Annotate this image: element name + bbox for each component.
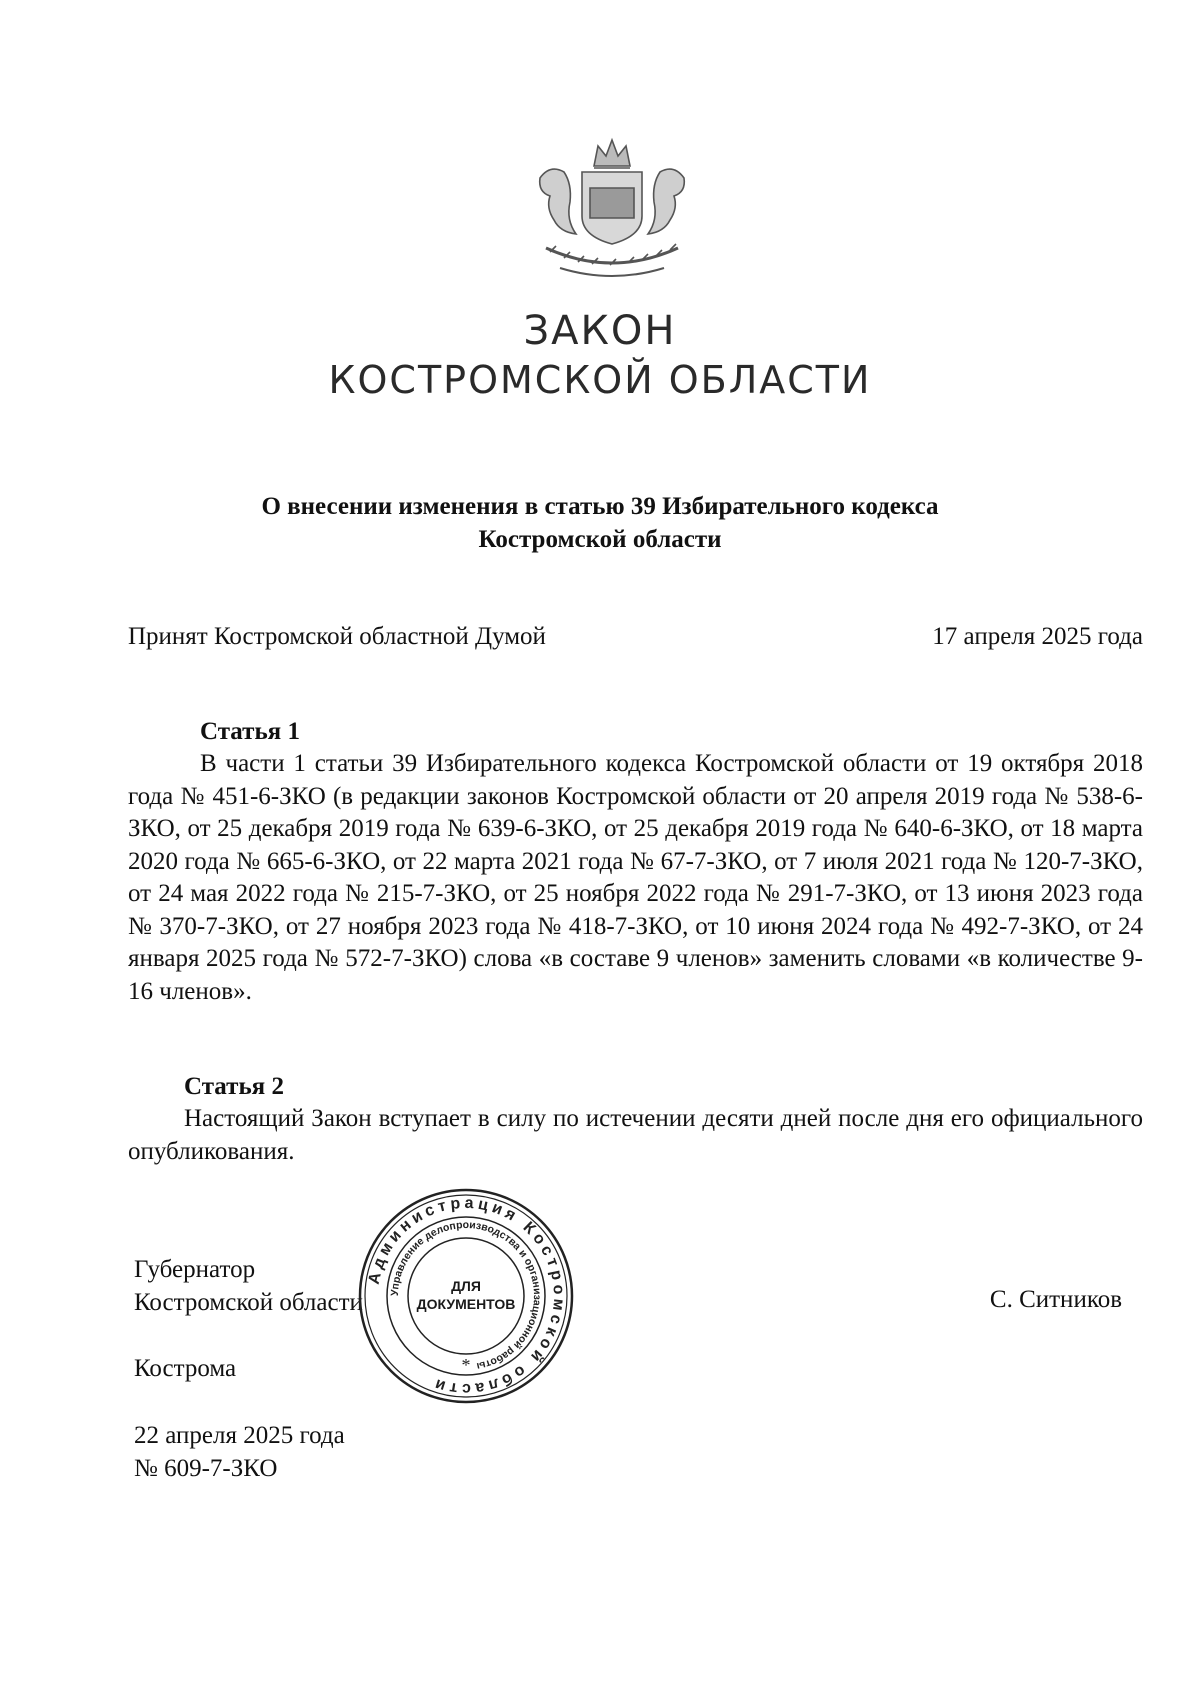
adoption-date: 17 апреля 2025 года <box>932 623 1143 650</box>
article-2-title: Статья 2 <box>184 1073 284 1100</box>
stamp-center-line1: ДЛЯ <box>451 1278 481 1294</box>
article-1-text: В части 1 статьи 39 Избирательного кодекса Костромской области от 19 октября 2018 года № 451-6-ЗКО (в редакции законов Костромской области от 20 апреля 2019 года № 538-6-ЗКО, от 25 декабря 2019 года № 639-6-ЗКО, от 25 декабря 2019 года № 640-6-ЗКО, от 18 марта 2020 года № 665-6-ЗКО, от 22 марта 2021 года № 67-7-ЗКО, от 7 июля 2021 года № 120-7-ЗКО, от 24 мая 2022 года № 215-7-ЗКО, от 25 ноября 2022 года № 291-7-ЗКО, от 13 июня 2023 года № 370-7-ЗКО, от 27 ноября 2023 года № 418-7-ЗКО, от 10 июня 2024 года № 492-7-ЗКО, от 24 января 2025 года № 572-7-ЗКО) слова «в составе 9 членов» заменить словами «в количестве 9-16 членов». <box>128 750 1143 1005</box>
law-subtitle-region: КОСТРОМСКОЙ ОБЛАСТИ <box>328 358 872 402</box>
stamp-star: * <box>461 1355 471 1375</box>
article-2-text: Настоящий Закон вступает в силу по истечении десяти дней после дня его официального опубликования. <box>128 1105 1143 1165</box>
governor-region: Костромской области <box>134 1289 363 1316</box>
coat-of-arms-icon <box>520 128 704 278</box>
article-2-body <box>128 1103 1143 1168</box>
document-heading-line1: О внесении изменения в статью 39 Избирательного кодекса <box>261 493 939 520</box>
article-1-body <box>128 748 1143 1008</box>
stamp-inner-text: Управление делопроизводства и организационной работы <box>388 1218 544 1373</box>
signing-date: 22 апреля 2025 года <box>134 1422 345 1449</box>
stamp-center-line2: ДОКУМЕНТОВ <box>416 1296 516 1312</box>
signing-city: Кострома <box>134 1355 237 1382</box>
article-1-title: Статья 1 <box>200 718 300 745</box>
law-title: ЗАКОН <box>523 308 677 354</box>
law-number: № 609-7-ЗКО <box>134 1455 278 1482</box>
governor-name: С. Ситников <box>989 1286 1122 1313</box>
stamp-outer-text: Администрация Костромской области <box>365 1194 568 1398</box>
governor-position: Губернатор <box>134 1256 256 1283</box>
accepted-by: Принят Костромской областной Думой <box>128 623 546 650</box>
document-heading-line2: Костромской области <box>478 526 722 553</box>
official-stamp <box>355 1185 577 1407</box>
